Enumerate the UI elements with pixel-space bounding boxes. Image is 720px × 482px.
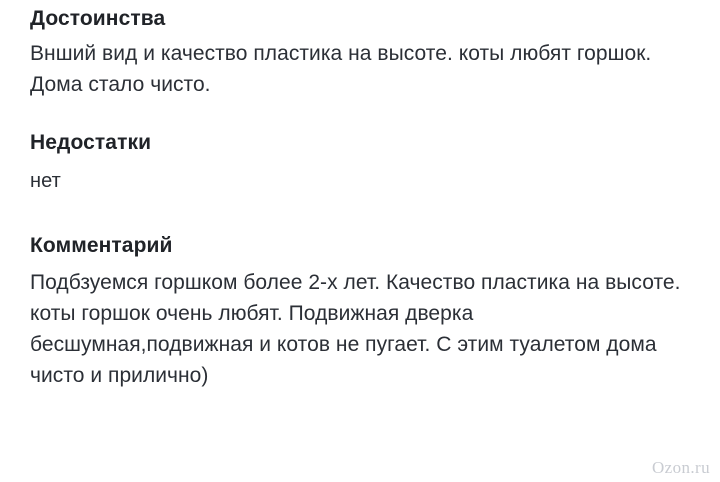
cons-heading: Недостатки (30, 131, 152, 154)
cons-text: нет (30, 170, 61, 192)
review-section-cons (30, 130, 702, 197)
pros-text: Внший вид и качество пластика на высоте. коты любят горшок. Дома стало чисто. (30, 42, 652, 96)
comment-text: Подбзуемся горшком более 2-х лет. Качество пластика на высоте. коты горшок очень любят. Подвижная дверка бесшумная,подвижная и котов не пугает. С этим туалетом дома чисто и прилично) (30, 271, 681, 387)
comment-heading: Комментарий (30, 234, 173, 257)
review-section-comment (30, 233, 702, 391)
watermark-label: Ozon.ru (651, 458, 710, 477)
review-section-pros (30, 6, 702, 100)
pros-heading: Достоинства (30, 7, 166, 30)
